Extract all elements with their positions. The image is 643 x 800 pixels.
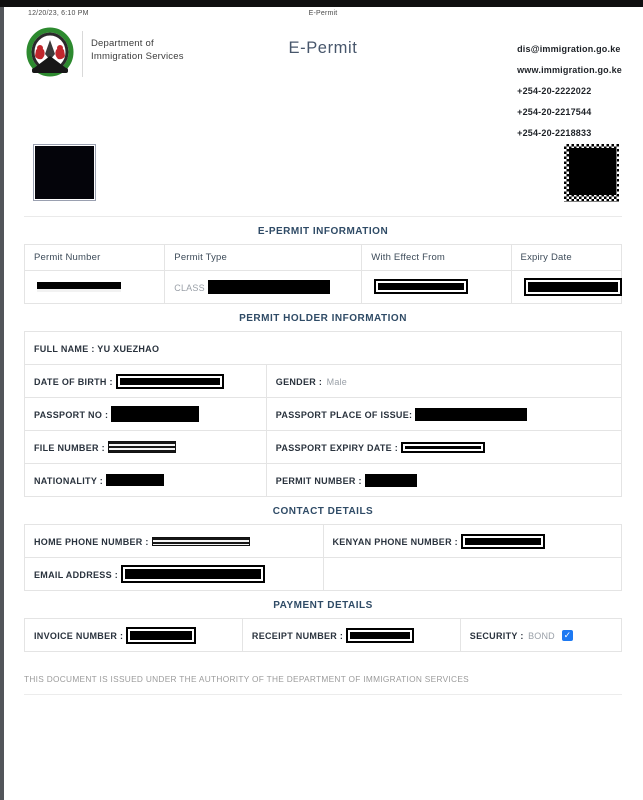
gender-label: GENDER :	[275, 377, 323, 388]
invoice-cell	[25, 619, 243, 652]
nationality-redacted	[106, 474, 164, 486]
expiry-date-cell	[511, 271, 621, 304]
passport-issue-label: PASSPORT PLACE OF ISSUE:	[275, 410, 413, 421]
section-title-permit-holder: PERMIT HOLDER INFORMATION	[239, 313, 407, 325]
table-row	[25, 619, 622, 652]
email-cell	[25, 558, 324, 591]
contact-phone-2: +254-20-2217544	[517, 107, 592, 117]
passport-no-redacted	[111, 406, 199, 422]
contact-website: www.immigration.go.ke	[517, 65, 622, 75]
permit-number2-redacted	[365, 474, 417, 487]
epermit-document-page	[4, 7, 643, 800]
header-divider	[24, 216, 622, 217]
section-title-epermit-information: E-PERMIT INFORMATION	[257, 226, 389, 237]
with-effect-from-cell	[362, 271, 511, 304]
file-number-cell	[25, 431, 267, 464]
passport-expiry-label: PASSPORT EXPIRY DATE :	[275, 443, 399, 454]
passport-expiry-redacted	[401, 442, 485, 453]
passport-no-cell	[25, 398, 267, 431]
print-page-title: E-Permit	[308, 10, 338, 17]
receipt-redacted	[346, 628, 414, 643]
table-row	[25, 332, 622, 365]
document-title: E-Permit	[288, 39, 358, 57]
contact-phone-1: +254-20-2222022	[517, 86, 592, 96]
table-value-row	[25, 271, 622, 304]
permit-type-cell	[165, 271, 362, 304]
contact-info-block	[517, 39, 622, 144]
qr-code	[564, 144, 619, 202]
permit-number2-label: PERMIT NUMBER :	[275, 476, 362, 487]
email-label: EMAIL ADDRESS :	[34, 570, 119, 581]
kenyan-phone-label: KENYAN PHONE NUMBER :	[332, 537, 458, 548]
kenyan-phone-cell	[323, 525, 622, 558]
kenyan-phone-redacted	[461, 534, 545, 549]
qr-code-redaction	[569, 148, 616, 195]
security-cell	[460, 619, 621, 652]
receipt-label: RECEIPT NUMBER :	[251, 631, 344, 642]
gender-cell	[266, 365, 621, 398]
col-permit-number: Permit Number	[25, 245, 165, 271]
security-label: SECURITY :	[469, 631, 524, 642]
expiry-date-redacted	[524, 278, 622, 296]
epermit-information-table	[24, 244, 622, 304]
table-row	[25, 365, 622, 398]
table-row	[25, 464, 622, 497]
dob-label: DATE OF BIRTH :	[34, 377, 113, 388]
home-phone-label: HOME PHONE NUMBER :	[34, 537, 149, 548]
security-checkbox[interactable]	[562, 630, 573, 641]
permit-holder-table	[24, 331, 622, 497]
table-row	[25, 558, 622, 591]
passport-expiry-cell	[266, 431, 621, 464]
passport-issue-cell	[266, 398, 621, 431]
permit-number-redacted	[37, 282, 121, 292]
authority-statement: THIS DOCUMENT IS ISSUED UNDER THE AUTHORITY OF THE DEPARTMENT OF IMMIGRATION SERVICES	[24, 674, 470, 685]
full-name-cell	[25, 332, 622, 365]
home-phone-redacted	[152, 537, 250, 546]
email-redacted	[121, 565, 265, 583]
file-number-redacted	[108, 441, 176, 453]
contact-details-table	[24, 524, 622, 591]
invoice-redacted	[126, 627, 196, 644]
contact-phone-3: +254-20-2218833	[517, 128, 592, 138]
permit-type-prefix: CLASS	[174, 283, 205, 294]
gender-value: Male	[326, 377, 347, 388]
org-name-line2: Immigration Services	[91, 50, 184, 62]
col-permit-type: Permit Type	[165, 245, 362, 271]
footer-divider	[24, 694, 622, 695]
table-header-row	[25, 245, 622, 271]
holder-photo-redacted	[33, 144, 96, 201]
col-with-effect-from: With Effect From	[362, 245, 511, 271]
contact-email: dis@immigration.go.ke	[517, 44, 621, 54]
document-header	[24, 26, 622, 138]
org-name-line1: Department of	[91, 38, 154, 49]
permit-number-cell	[25, 271, 165, 304]
security-value: BOND	[528, 631, 555, 642]
print-header	[24, 7, 622, 21]
permit-number2-cell	[266, 464, 621, 497]
payment-details-table	[24, 618, 622, 652]
dob-redacted	[116, 374, 224, 389]
nationality-label: NATIONALITY :	[34, 476, 104, 487]
full-name-label: FULL NAME : YU XUEZHAO	[34, 344, 160, 355]
window-top-bar	[0, 0, 643, 7]
empty-cell	[323, 558, 622, 591]
table-row	[25, 431, 622, 464]
passport-no-label: PASSPORT NO :	[34, 410, 109, 421]
print-datetime: 12/20/23, 6:10 PM	[28, 10, 89, 17]
passport-issue-redacted	[415, 408, 527, 421]
dob-cell	[25, 365, 267, 398]
receipt-cell	[242, 619, 460, 652]
table-row	[25, 398, 622, 431]
with-effect-from-redacted	[374, 279, 468, 294]
table-row	[25, 525, 622, 558]
section-title-payment-details: PAYMENT DETAILS	[273, 600, 373, 612]
col-expiry-date: Expiry Date	[511, 245, 621, 271]
home-phone-cell	[25, 525, 324, 558]
invoice-label: INVOICE NUMBER :	[34, 631, 124, 642]
photo-qr-row	[24, 144, 622, 202]
section-title-contact-details: CONTACT DETAILS	[272, 506, 374, 518]
permit-type-redacted	[208, 280, 330, 294]
nationality-cell	[25, 464, 267, 497]
file-number-label: FILE NUMBER :	[34, 443, 105, 454]
